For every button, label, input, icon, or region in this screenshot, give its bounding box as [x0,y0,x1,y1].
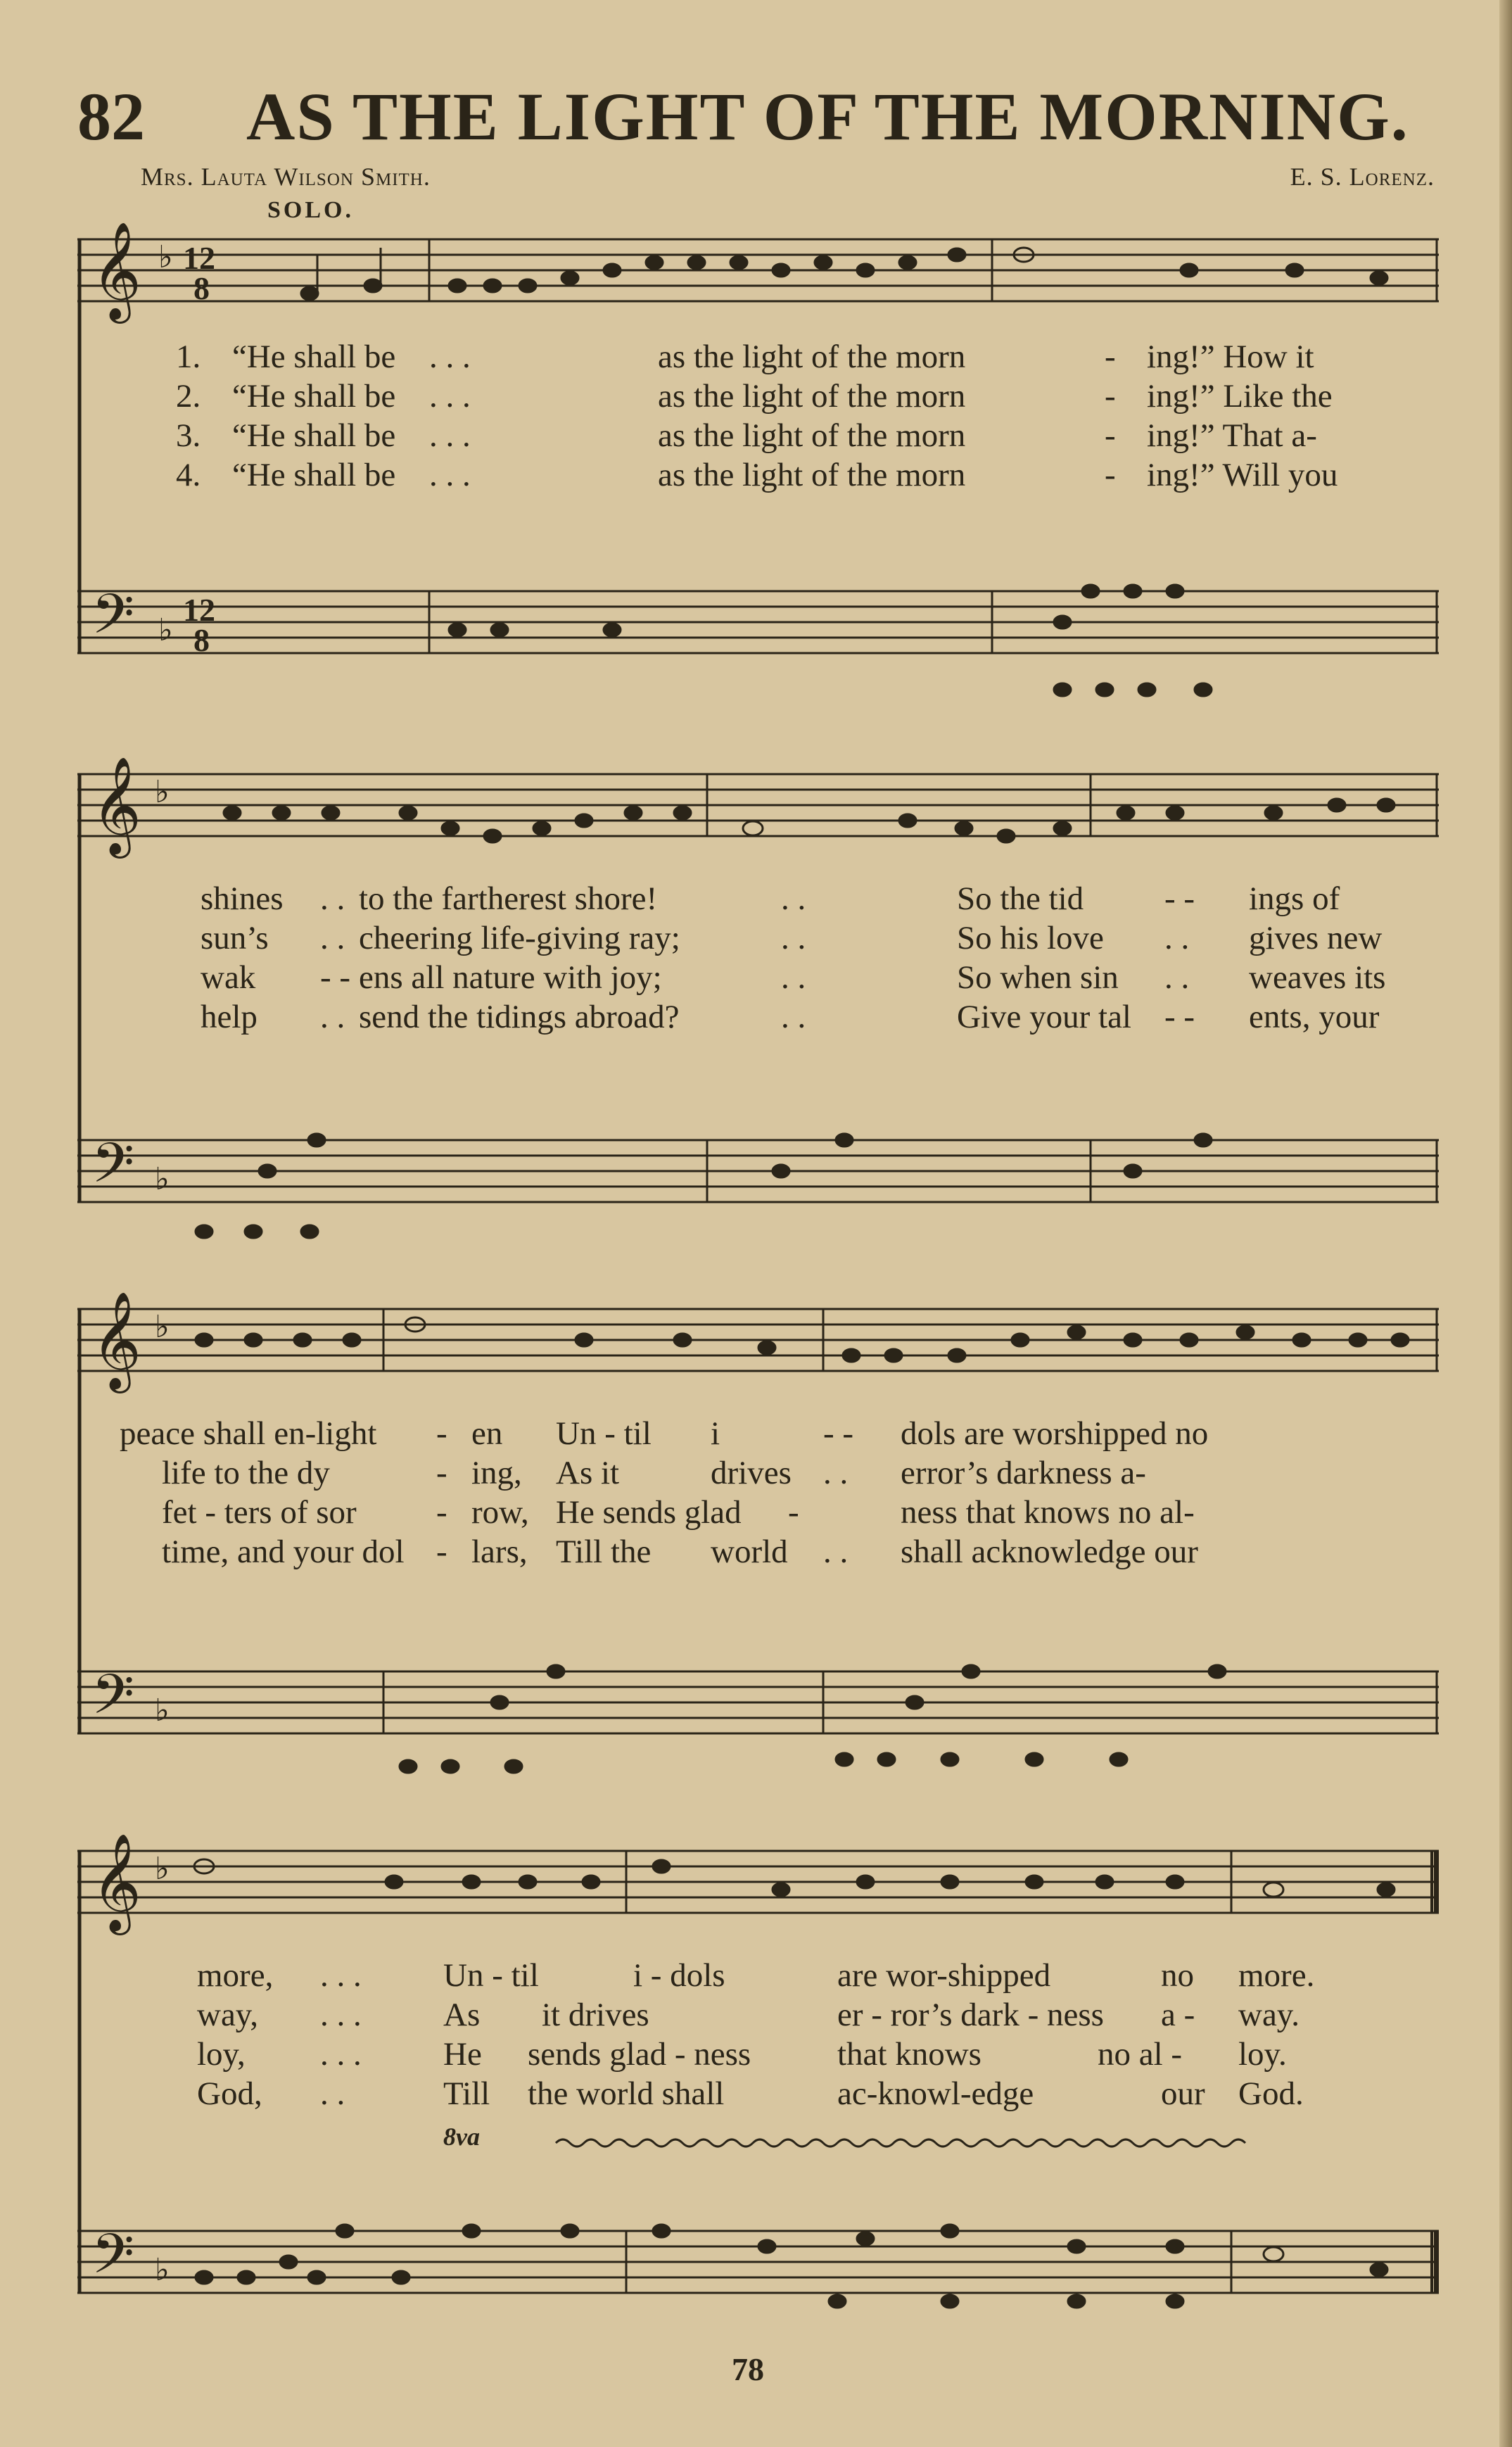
lyric-line: more, . . . Un - til i - dols are wor-shipped no more. [197,1957,1315,1994]
lyric-line: 4. “He shall be . . . as the light of the morn - ing!” Will you [176,457,1338,493]
svg-text:8: 8 [193,622,210,658]
lyric-line: life to the dy - ing, As it drives . . error’s darkness a- [162,1455,1146,1491]
time-sig-bottom-1: 8 [193,270,210,306]
composer-credit: E. S. Lorenz. [1290,163,1435,191]
lyric-line: fet - ters of sor - row, He sends glad - ness that knows no al- [162,1494,1195,1531]
music-system-2 [77,746,1439,1239]
hymn-title: AS THE LIGHT OF THE MORNING. [246,79,1409,154]
svg-text:♭: ♭ [155,1161,170,1197]
lyric-line: 3. “He shall be . . . as the light of the morn - ing!” That a- [176,417,1317,454]
music-system-4 [77,1823,1439,2329]
lyric-line: 1. “He shall be . . . as the light of the morn - ing!” How it [176,339,1314,375]
svg-text:𝄞: 𝄞 [91,222,141,320]
music-system-3 [77,1281,1439,1788]
svg-text:♭: ♭ [155,1693,170,1728]
time-sig-top-1: 12 [183,240,215,276]
svg-text:♭: ♭ [155,774,170,810]
lyric-line: sun’s . . cheering life-giving ray; . . So his love . . gives new [201,920,1383,956]
lyric-line: way, . . . As it drives er - ror’s dark - ness a - way. [197,1997,1300,2033]
lyric-line: shines . . to the fartherest shore! . . So the tid - - ings of [201,880,1340,917]
lyric-line: loy, . . . He sends glad - ness that knows no al - loy. [197,2036,1287,2073]
svg-text:𝄢: 𝄢 [91,1663,135,1740]
svg-text:12: 12 [183,592,215,628]
svg-text:𝄢: 𝄢 [91,583,135,660]
svg-text:♭: ♭ [158,239,173,275]
lyric-line: help . . send the tidings abroad? . . Give your tal - - ents, your [201,999,1380,1035]
hymn-number: 82 [77,79,145,154]
svg-text:𝄢: 𝄢 [91,2222,135,2300]
svg-text:♭: ♭ [155,1851,170,1887]
hymn-header [77,77,1435,155]
svg-text:𝄞: 𝄞 [91,1833,141,1931]
svg-text:♭: ♭ [155,2252,170,2288]
svg-text:𝄢: 𝄢 [91,1132,135,1209]
part-label: SOLO. [267,197,354,223]
svg-text:♭: ♭ [155,1309,170,1345]
lyric-line: wak - - ens all nature with joy; . . So when sin . . weaves its [201,959,1386,996]
page-number: 78 [732,2351,764,2387]
svg-text:♭: ♭ [158,612,173,648]
lyric-line: time, and your dol - lars, Till the world . . shall acknowledge our [162,1534,1198,1570]
ottava-marking: 8va [443,2123,480,2151]
lyric-line: 2. “He shall be . . . as the light of the morn - ing!” Like the [176,378,1333,415]
lyric-line: peace shall en-light - en Un - til i - - dols are worshipped no [120,1415,1209,1452]
svg-text:𝄞: 𝄞 [91,757,141,854]
music-system-1 [77,211,1439,704]
svg-text:𝄞: 𝄞 [91,1291,141,1389]
lyric-line: God, . . Till the world shall ac-knowl-edge our God. [197,2075,1304,2112]
lyricist-credit: Mrs. Lauta Wilson Smith. [141,163,431,191]
page-edge-shadow [1499,0,1512,2447]
